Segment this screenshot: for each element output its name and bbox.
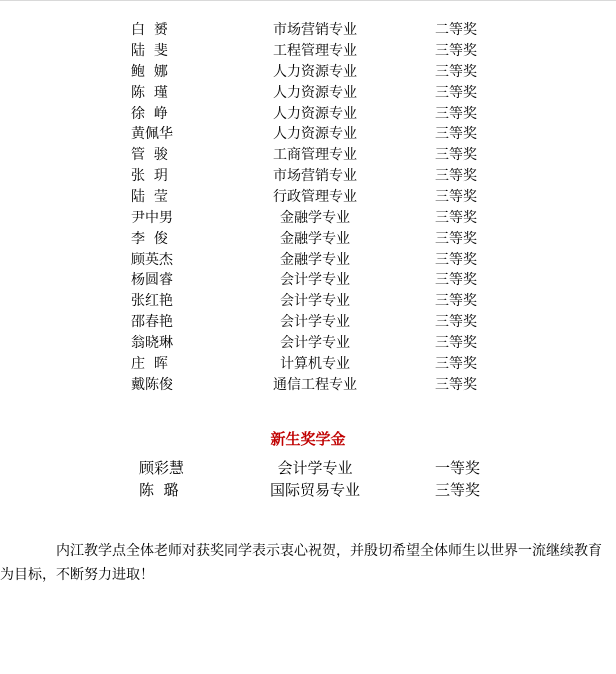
award-level: 三等奖 <box>435 168 477 184</box>
award-level: 三等奖 <box>435 252 477 268</box>
student-name: 顾英杰 <box>131 252 173 268</box>
student-major: 通信工程专业 <box>273 377 357 393</box>
table-row <box>0 479 616 501</box>
table-row <box>0 104 616 125</box>
table-row <box>0 62 616 83</box>
award-level: 三等奖 <box>435 126 477 142</box>
student-name: 陆 莹 <box>131 189 168 205</box>
student-major: 会计学专业 <box>280 293 350 309</box>
student-name: 戴陈俊 <box>131 377 173 393</box>
student-name: 张 玥 <box>131 168 168 184</box>
student-name: 张红艳 <box>131 293 173 309</box>
table-row <box>0 312 616 333</box>
student-name: 庄 晖 <box>131 356 168 372</box>
award-level: 三等奖 <box>435 231 477 247</box>
top-divider <box>0 0 616 1</box>
student-name: 陆 斐 <box>131 43 168 59</box>
student-major: 人力资源专业 <box>273 106 357 122</box>
table-row <box>0 375 616 396</box>
student-name: 李 俊 <box>131 231 168 247</box>
student-major: 工商管理专业 <box>273 147 357 163</box>
student-name: 管 骏 <box>131 147 168 163</box>
table-row <box>0 166 616 187</box>
student-major: 市场营销专业 <box>273 168 357 184</box>
student-name: 翁晓琳 <box>131 335 173 351</box>
student-major: 会计学专业 <box>280 314 350 330</box>
student-name: 顾彩慧 <box>139 459 185 477</box>
freshman-scholarship-heading: 新生奖学金 <box>270 430 346 448</box>
table-row <box>0 270 616 291</box>
student-major: 金融学专业 <box>280 252 350 268</box>
award-level: 三等奖 <box>435 106 477 122</box>
student-major: 人力资源专业 <box>273 126 357 142</box>
student-name: 徐 峥 <box>131 106 168 122</box>
student-name: 白 赟 <box>131 22 168 38</box>
award-level: 一等奖 <box>435 459 481 477</box>
award-level: 三等奖 <box>435 481 481 499</box>
table-row <box>0 291 616 312</box>
student-name: 陈 璐 <box>139 481 179 499</box>
table-row <box>0 229 616 250</box>
table-row <box>0 20 616 41</box>
award-level: 三等奖 <box>435 272 477 288</box>
student-major: 人力资源专业 <box>273 85 357 101</box>
award-level: 三等奖 <box>435 189 477 205</box>
table-row <box>0 354 616 375</box>
award-level: 三等奖 <box>435 356 477 372</box>
congratulation-paragraph: 内江教学点全体老师对获奖同学表示衷心祝贺，并殷切希望全体师生以世界一流继续教育为目标，不断努力进取！ <box>0 543 602 583</box>
award-level: 三等奖 <box>435 314 477 330</box>
award-level: 三等奖 <box>435 210 477 226</box>
table-row <box>0 145 616 166</box>
award-level: 二等奖 <box>435 22 477 38</box>
student-name: 邵春艳 <box>131 314 173 330</box>
award-level: 三等奖 <box>435 64 477 80</box>
student-major: 会计学专业 <box>280 335 350 351</box>
student-major: 行政管理专业 <box>273 189 357 205</box>
award-level: 三等奖 <box>435 85 477 101</box>
award-level: 三等奖 <box>435 43 477 59</box>
student-name: 尹中男 <box>131 210 173 226</box>
student-name: 杨圆睿 <box>131 272 173 288</box>
student-major: 市场营销专业 <box>273 22 357 38</box>
student-major: 会计学专业 <box>280 272 350 288</box>
award-level: 三等奖 <box>435 377 477 393</box>
table-row <box>0 333 616 354</box>
table-row <box>0 250 616 271</box>
student-name: 黄佩华 <box>131 126 173 142</box>
student-major: 国际贸易专业 <box>269 481 360 499</box>
award-level: 三等奖 <box>435 147 477 163</box>
student-major: 工程管理专业 <box>273 43 357 59</box>
table-row <box>0 457 616 479</box>
table-row <box>0 41 616 62</box>
student-name: 鲍 娜 <box>131 64 168 80</box>
table-row <box>0 208 616 229</box>
student-major: 会计学专业 <box>277 459 353 477</box>
table-row <box>0 187 616 208</box>
student-major: 人力资源专业 <box>273 64 357 80</box>
table-row <box>0 124 616 145</box>
table-row <box>0 83 616 104</box>
student-name: 陈 瑾 <box>131 85 168 101</box>
award-level: 三等奖 <box>435 293 477 309</box>
student-major: 金融学专业 <box>280 231 350 247</box>
student-major: 计算机专业 <box>280 356 350 372</box>
award-level: 三等奖 <box>435 335 477 351</box>
student-major: 金融学专业 <box>280 210 350 226</box>
